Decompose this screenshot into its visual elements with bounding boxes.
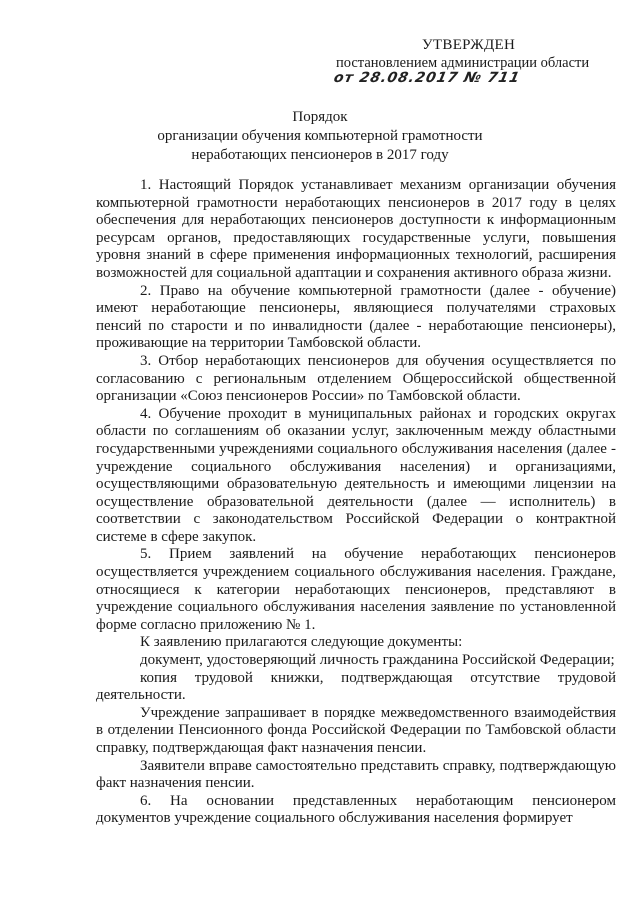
document-item-passport: документ, удостоверяющий личность гражданина Российской Федерации; [140,652,615,669]
heading-line-1: Порядок [292,109,348,125]
documents-intro: К заявлению прилагаются следующие документы: [140,634,463,651]
approval-signature: от 28.08.2017 № 711 [332,70,522,86]
document-heading [90,108,550,165]
paragraph-request: Учреждение запрашивает в порядке межведомственного взаимодействия в отделении Пенсионного фонда Российской Федерации по Тамбовской области справку, подтверждающая факт назначения пенсии. [96,704,616,756]
paragraph-6: 6. На основании представленных неработающим пенсионером документов учреждение социального обслуживания населения формирует [96,792,616,827]
paragraph-4: 4. Обучение проходит в муниципальных районах и городских округах области по соглашениям об оказании услуг, заключенным между областными государственными учреждениями социального обслуживания населения (далее - учреждение социального обслуживания населения) и организациями, осуществляющими образовательную деятельность и имеющими лицензии на осуществление образовательной деятельности (далее — исполнитель) в соответствии с законодательством Российской Федерации о контрактной системе в сфере закупок. [96,405,616,545]
approval-block [330,36,620,87]
approval-by: постановлением администрации области [336,55,590,71]
paragraph-1: 1. Настоящий Порядок устанавливает механизм организации обучения компьютерной грамотности неработающих пенсионеров в 2017 году в целях обеспечения для неработающих пенсионеров доступности к информационным ресурсам органов, предоставляющих государственные услуги, повышения уровня знаний в сфере применения информационных технологий, расширения возможностей для социальной адаптации и сохранения активного образа жизни. [96,177,616,281]
paragraph-2: 2. Право на обучение компьютерной грамотности (далее - обучение) имеют неработающие пенсионеры, являющиеся получателями страховых пенсий по старости и по инвалидности (далее - неработающие пенсионеры), проживающие на территории Тамбовской области. [96,282,616,352]
document-body [96,177,616,828]
paragraph-applicants: Заявители вправе самостоятельно представить справку, подтверждающую факт назначения пенсии. [96,757,616,792]
paragraph-5: 5. Прием заявлений на обучение неработающих пенсионеров осуществляется учреждением социального обслуживания населения. Граждане, относящиеся к категории неработающих пенсионеров, представляют в учреждение социального обслуживания населения заявление по установленной форме согласно приложению № 1. [96,546,616,633]
heading-line-3: неработающих пенсионеров в 2017 году [191,147,449,163]
document-item-workbook: копия трудовой книжки, подтверждающая отсутствие трудовой деятельности. [96,669,616,704]
paragraph-3: 3. Отбор неработающих пенсионеров для обучения осуществляется по согласованию с региональным отделением Общероссийской общественной организации «Союз пенсионеров России» по Тамбовской области. [96,352,616,405]
heading-line-2: организации обучения компьютерной грамотности [157,128,483,144]
approval-title: УТВЕРЖДЕН [422,37,516,53]
